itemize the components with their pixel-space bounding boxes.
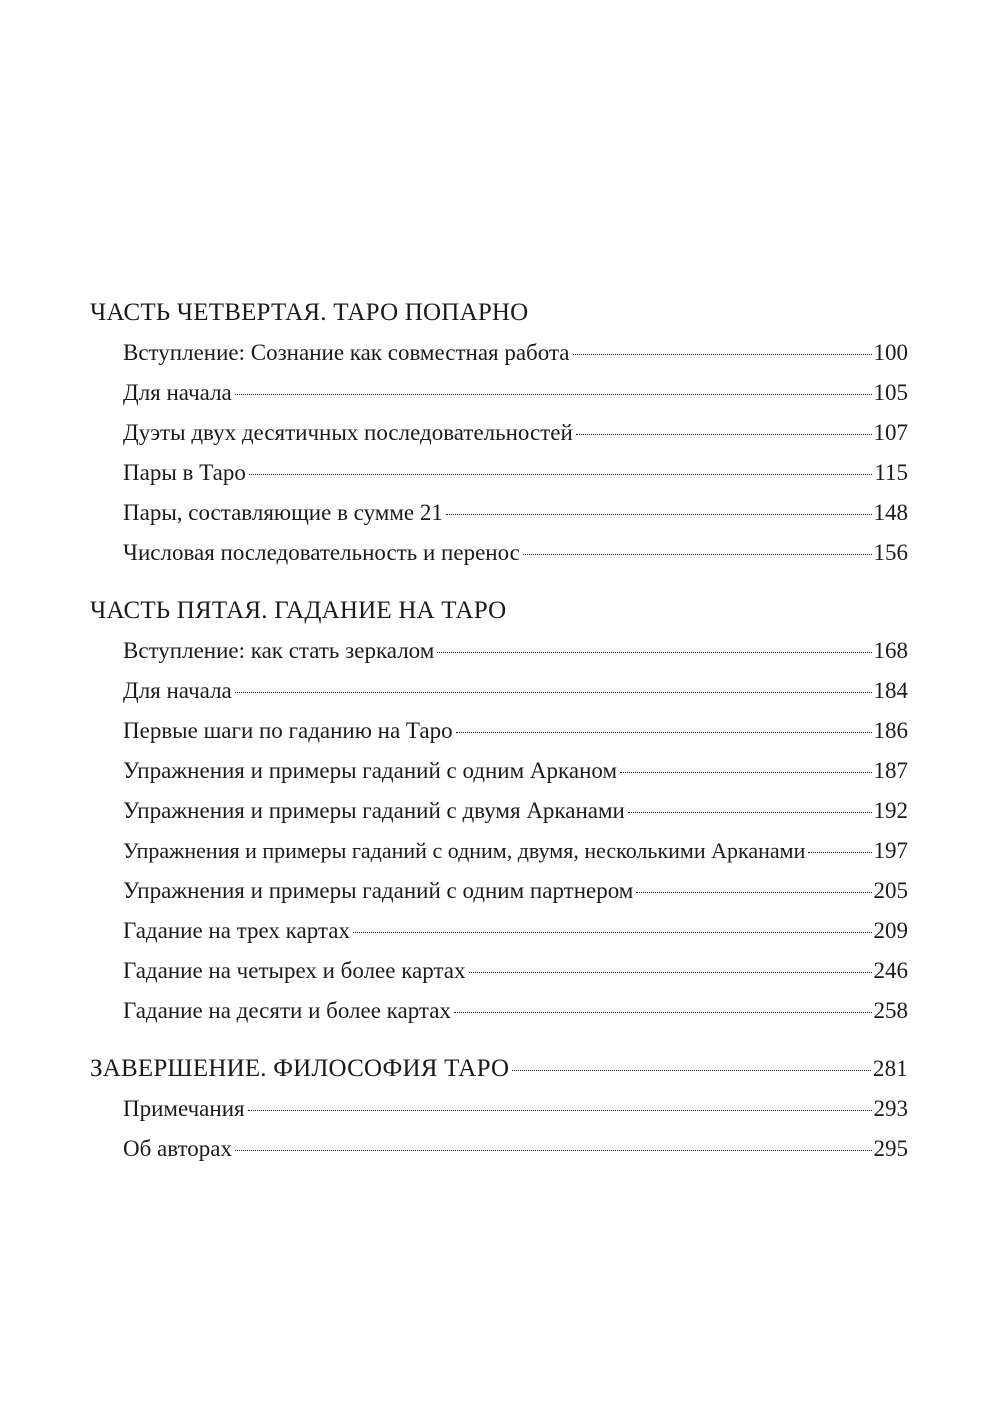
dot-leader bbox=[456, 732, 872, 733]
dot-leader bbox=[235, 692, 872, 693]
toc-entry[interactable] bbox=[90, 911, 908, 951]
toc-entry-page: 281 bbox=[872, 1056, 908, 1081]
toc-entry[interactable] bbox=[90, 493, 908, 533]
toc-entry-title: Гадание на трех картах bbox=[123, 918, 350, 943]
toc-entry-page: 192 bbox=[873, 798, 908, 823]
toc-entry[interactable] bbox=[90, 631, 908, 671]
toc-entry-page: 100 bbox=[873, 340, 908, 365]
toc-entry-page: 105 bbox=[873, 380, 908, 405]
toc-entry-title: Об авторах bbox=[123, 1136, 233, 1161]
toc-section-conclusion bbox=[90, 1049, 908, 1169]
toc-entry[interactable] bbox=[90, 711, 908, 751]
toc-entry-title: Упражнения и примеры гаданий с одним, двумя, несколькими Арканами bbox=[123, 838, 806, 863]
dot-leader bbox=[454, 1012, 872, 1013]
toc-entry-page: 293 bbox=[873, 1096, 908, 1121]
toc-entry-page: 205 bbox=[873, 878, 908, 903]
section-heading: ЧАСТЬ ЧЕТВЕРТАЯ. ТАРО ПОПАРНО bbox=[90, 299, 529, 326]
toc-entry-page: 246 bbox=[873, 958, 908, 983]
dot-leader bbox=[235, 394, 872, 395]
dot-leader bbox=[249, 474, 873, 475]
toc-entry[interactable] bbox=[90, 333, 908, 373]
toc-entry-title: Для начала bbox=[123, 678, 232, 703]
toc-entry-title: Упражнения и примеры гаданий с одним партнером bbox=[123, 878, 634, 903]
dot-leader bbox=[628, 812, 872, 813]
toc-entry[interactable] bbox=[90, 1089, 908, 1129]
section-heading: ЗАВЕРШЕНИЕ. ФИЛОСОФИЯ ТАРО bbox=[90, 1055, 510, 1082]
toc-entry-page: 156 bbox=[873, 540, 908, 565]
toc-entry-page: 209 bbox=[873, 918, 908, 943]
toc-entry-title: Числовая последовательность и перенос bbox=[123, 540, 520, 565]
toc-entry[interactable] bbox=[90, 871, 908, 911]
toc-entry-title: Вступление: как стать зеркалом bbox=[123, 638, 435, 663]
toc-entry[interactable] bbox=[90, 533, 908, 573]
toc-entry[interactable] bbox=[90, 791, 908, 831]
dot-leader bbox=[636, 892, 871, 893]
dot-leader bbox=[573, 354, 872, 355]
dot-leader bbox=[353, 932, 872, 933]
toc-entry[interactable] bbox=[90, 373, 908, 413]
toc-entry-page: 107 bbox=[873, 420, 908, 445]
toc-entry[interactable] bbox=[90, 831, 908, 871]
toc-section-part5 bbox=[90, 591, 908, 1031]
table-of-contents bbox=[90, 293, 908, 1187]
dot-leader bbox=[469, 972, 872, 973]
dot-leader bbox=[437, 652, 871, 653]
dot-leader bbox=[576, 434, 872, 435]
toc-entry-page: 187 bbox=[873, 758, 908, 783]
section-heading: ЧАСТЬ ПЯТАЯ. ГАДАНИЕ НА ТАРО bbox=[90, 597, 507, 624]
toc-entry[interactable] bbox=[90, 751, 908, 791]
dot-leader bbox=[512, 1070, 871, 1071]
toc-entry-page: 197 bbox=[873, 838, 908, 863]
toc-entry-page: 295 bbox=[873, 1136, 908, 1161]
toc-entry-page: 258 bbox=[873, 998, 908, 1023]
toc-entry[interactable] bbox=[90, 991, 908, 1031]
toc-entry-page: 115 bbox=[874, 460, 908, 485]
dot-leader bbox=[235, 1150, 871, 1151]
toc-section-part4 bbox=[90, 293, 908, 573]
toc-entry-title: Пары в Таро bbox=[123, 460, 246, 485]
dot-leader bbox=[248, 1110, 872, 1111]
toc-entry-page: 168 bbox=[873, 638, 908, 663]
toc-entry-title: Дуэты двух десятичных последовательностей bbox=[123, 420, 573, 445]
dot-leader bbox=[620, 772, 872, 773]
toc-entry[interactable] bbox=[90, 671, 908, 711]
toc-entry-page: 186 bbox=[873, 718, 908, 743]
dot-leader bbox=[808, 852, 871, 853]
toc-entry-conclusion[interactable] bbox=[90, 1049, 908, 1089]
toc-entry[interactable] bbox=[90, 413, 908, 453]
toc-entry-title: Вступление: Сознание как совместная работа bbox=[123, 340, 570, 365]
toc-entry-title: Для начала bbox=[123, 380, 232, 405]
toc-entry-page: 148 bbox=[873, 500, 908, 525]
toc-entry-title: Гадание на десяти и более картах bbox=[123, 998, 451, 1023]
toc-entry[interactable] bbox=[90, 1129, 908, 1169]
dot-leader bbox=[523, 554, 872, 555]
dot-leader bbox=[446, 514, 872, 515]
toc-entry-title: Упражнения и примеры гаданий с одним Арканом bbox=[123, 758, 617, 783]
toc-entry-title: Первые шаги по гаданию на Таро bbox=[123, 718, 453, 743]
toc-entry[interactable] bbox=[90, 453, 908, 493]
toc-entry-title: Примечания bbox=[123, 1096, 245, 1121]
toc-entry-page: 184 bbox=[873, 678, 908, 703]
toc-entry[interactable] bbox=[90, 951, 908, 991]
toc-entry-title: Упражнения и примеры гаданий с двумя Арканами bbox=[123, 798, 625, 823]
toc-entry-title: Гадание на четырех и более картах bbox=[123, 958, 466, 983]
toc-entry-title: Пары, составляющие в сумме 21 bbox=[123, 500, 443, 525]
